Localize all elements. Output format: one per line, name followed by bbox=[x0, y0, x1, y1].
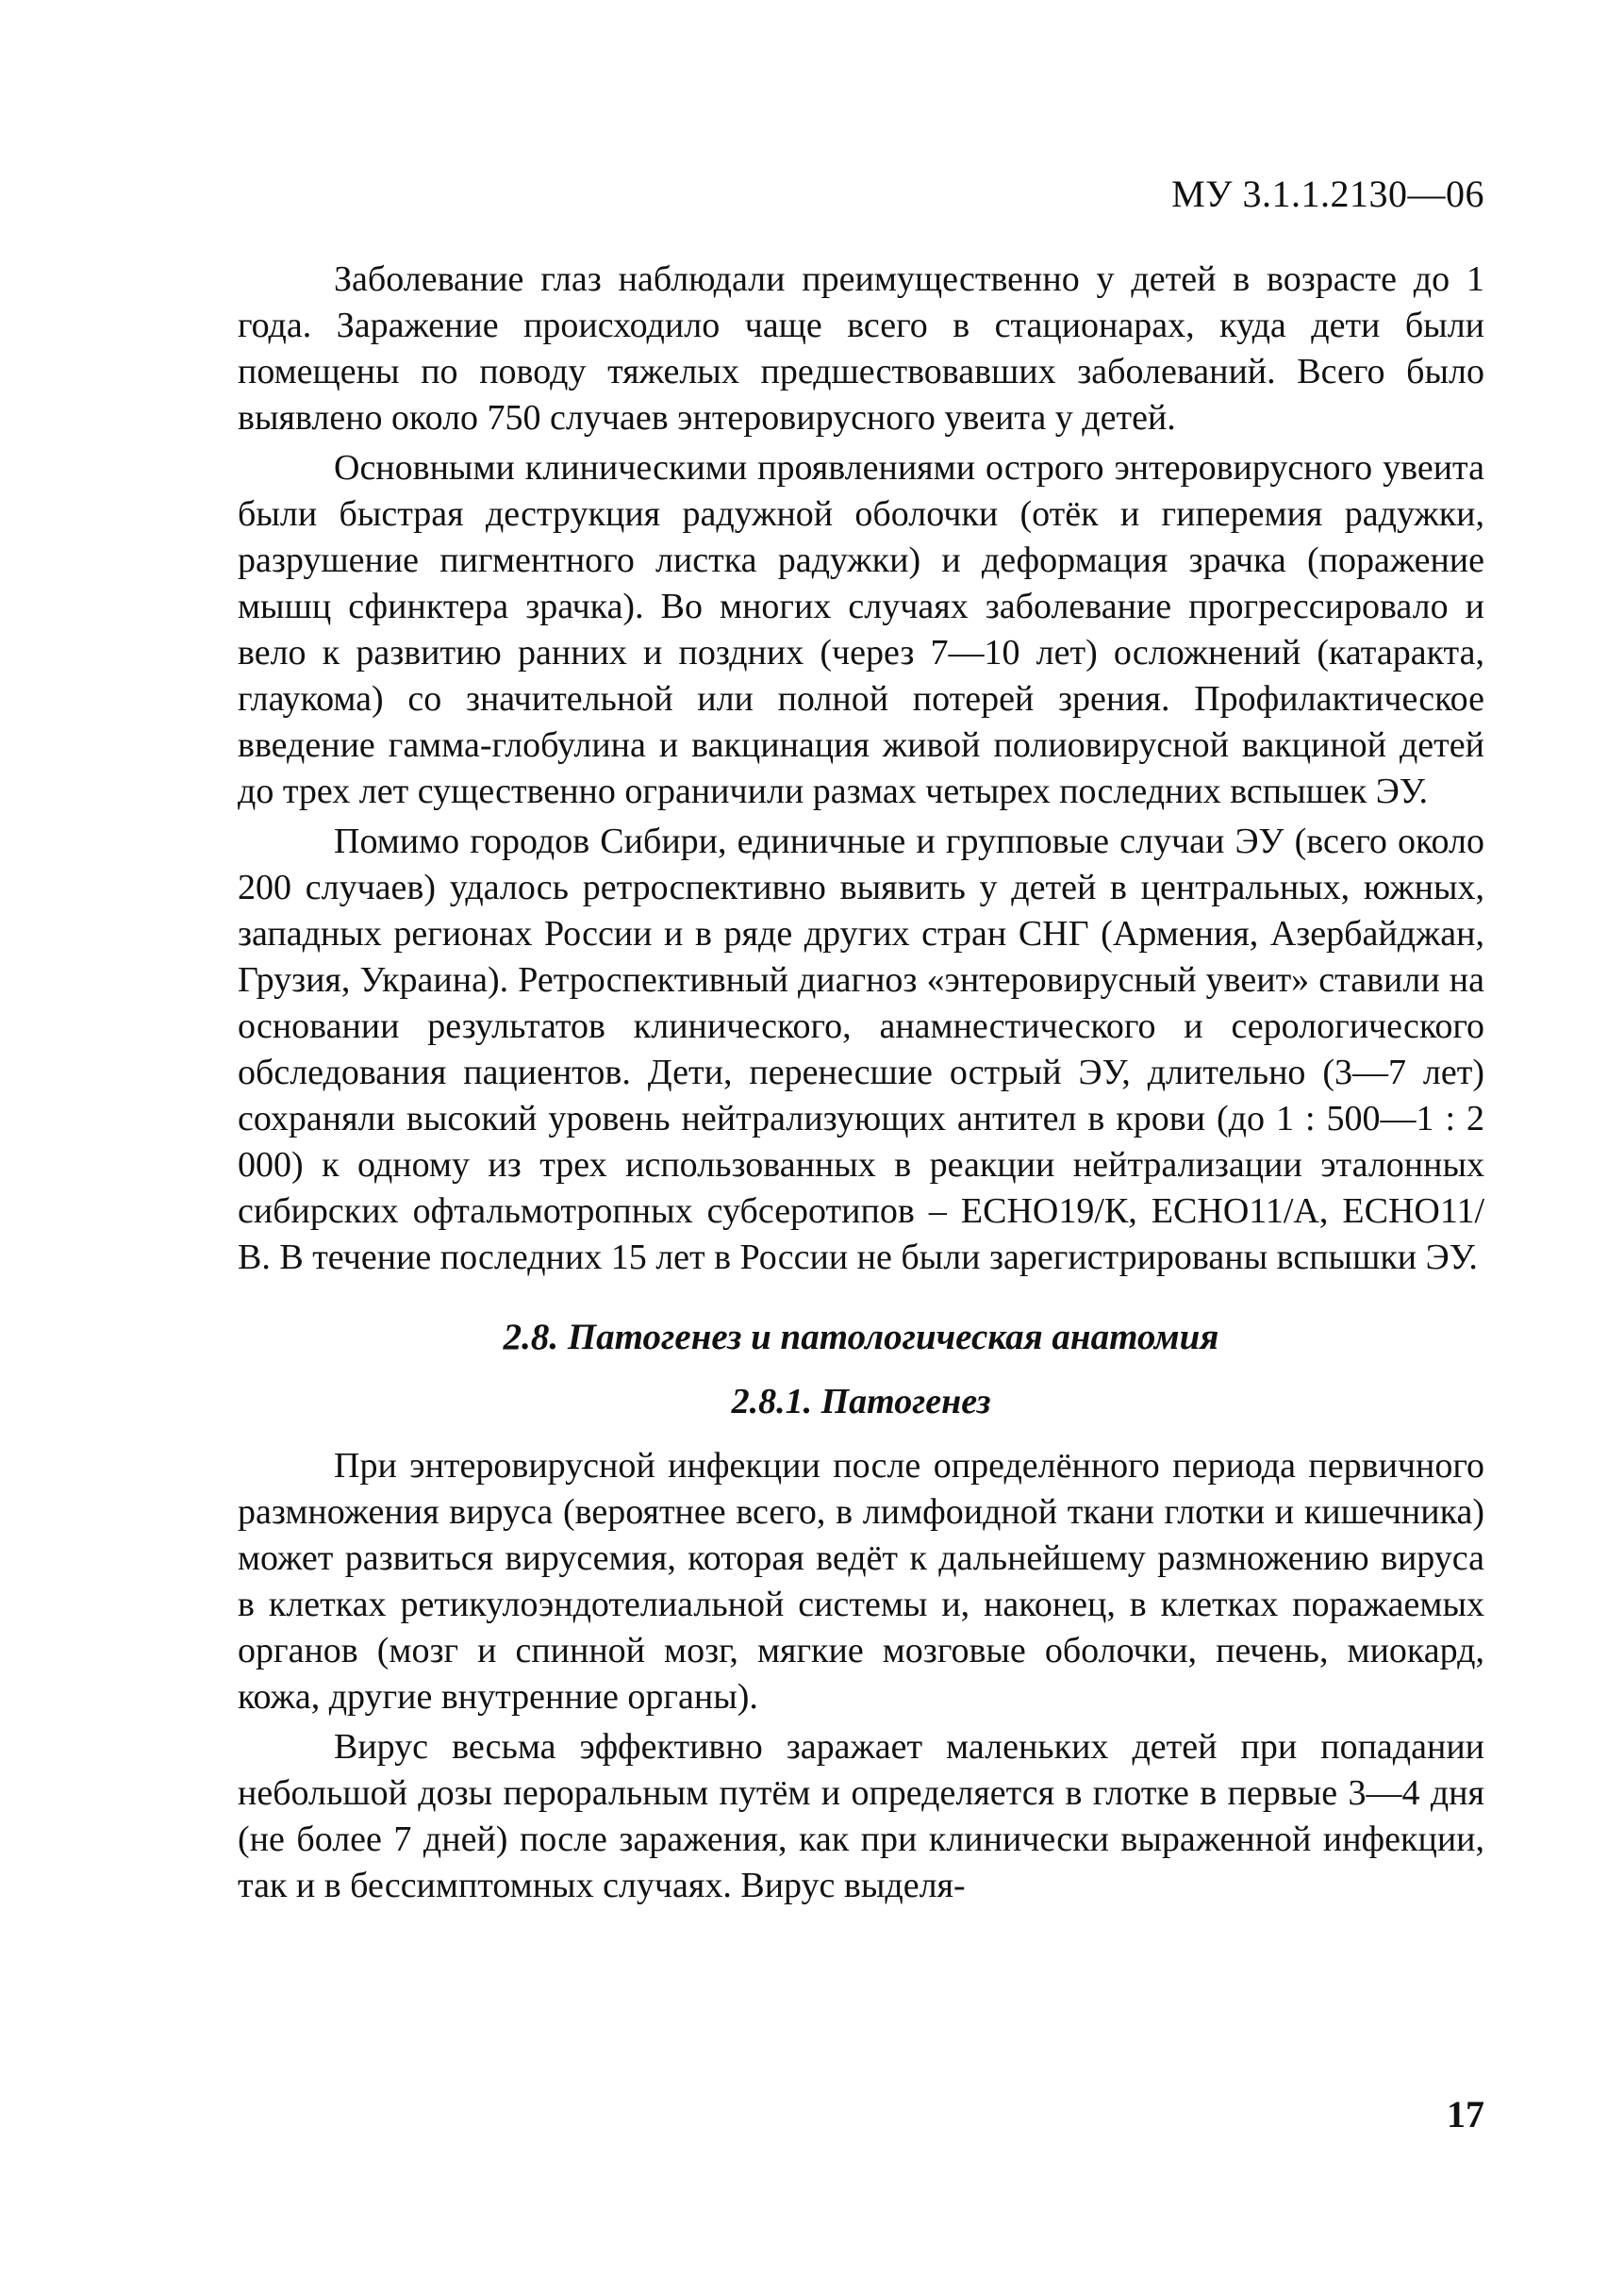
paragraph-clinical-manifestations: Основными клиническими проявлениями острого энтеровирусного увеита были быстрая деструкция радужной оболочки (отёк и гиперемия радужки, разрушение пигментного листка радужки) и деформация зрачка (поражение мышц сфинктера зрачка). Во многих случаях заболевание прогрессировало и вело к развитию ранних и поздних (через 7—10 лет) осложнений (катаракта, глаукома) со значительной или полной потерей зрения. Профилактическое введение гамма-глобулина и вакцинация живой полиовирусной вакциной детей до трех лет существенно ограничили размах четырех последних вспышек ЭУ. bbox=[238, 448, 1484, 811]
paragraph-pathogenesis-viremia: При энтеровирусной инфекции после определённого периода первичного размножения вируса (вероятнее всего, в лимфоидной ткани глотки и кишечника) может развиться вирусемия, которая ведёт к дальнейшему размножению вируса в клетках ретикулоэндотелиальной системы и, наконец, в клетках поражаемых органов (мозг и спинной мозг, мягкие мозговые оболочки, печень, миокард, кожа, другие внутренние органы). bbox=[238, 1446, 1484, 1717]
paragraph-retrospective-cases: Помимо городов Сибири, единичные и групповые случаи ЭУ (всего около 200 случаев) удалось ретроспективно выявить у детей в центральных, южных, западных регионах России и в ряде других стран СНГ (Армения, Азербайджан, Грузия, Украина). Ретроспективный диагноз «энтеровирусный увеит» ставили на основании результатов клинического, анамнестического и серологического обследования пациентов. Дети, перенесшие острый ЭУ, длительно (3—7 лет) сохраняли высокий уровень нейтрализующих антител в крови (до 1 : 500—1 : 2 000) к одному из трех использованных в реакции нейтрализации эталонных сибирских офтальмотропных субсеротипов – ЕСНО19/К, ЕСНО11/А, ЕСНО11/В. В течение последних 15 лет в России не были зарегистрированы вспышки ЭУ. bbox=[238, 822, 1484, 1277]
page-number: 17 bbox=[1447, 2093, 1484, 2135]
document-code-header: МУ 3.1.1.2130—06 bbox=[1171, 173, 1484, 215]
section-heading: 2.8. Патогенез и патологическая анатомия bbox=[503, 1317, 1219, 1357]
subsection-heading: 2.8.1. Патогенез bbox=[731, 1382, 991, 1421]
page-content bbox=[238, 257, 1484, 1909]
paragraph-eye-disease: Заболевание глаз наблюдали преимущественно у детей в возрасте до 1 года. Заражение происходило чаще всего в стационарах, куда дети были помещены по поводу тяжелых предшествовавших заболеваний. Всего было выявлено около 750 случаев энтеровирусного увеита у детей. bbox=[238, 259, 1484, 438]
paragraph-pathogenesis-infection: Вирус весьма эффективно заражает маленьких детей при попадании небольшой дозы пероральным путём и определяется в глотке в первые 3—4 дня (не более 7 дней) после заражения, как при клинически выраженной инфекции, так и в бессимптомных случаях. Вирус выделя- bbox=[238, 1727, 1484, 1905]
